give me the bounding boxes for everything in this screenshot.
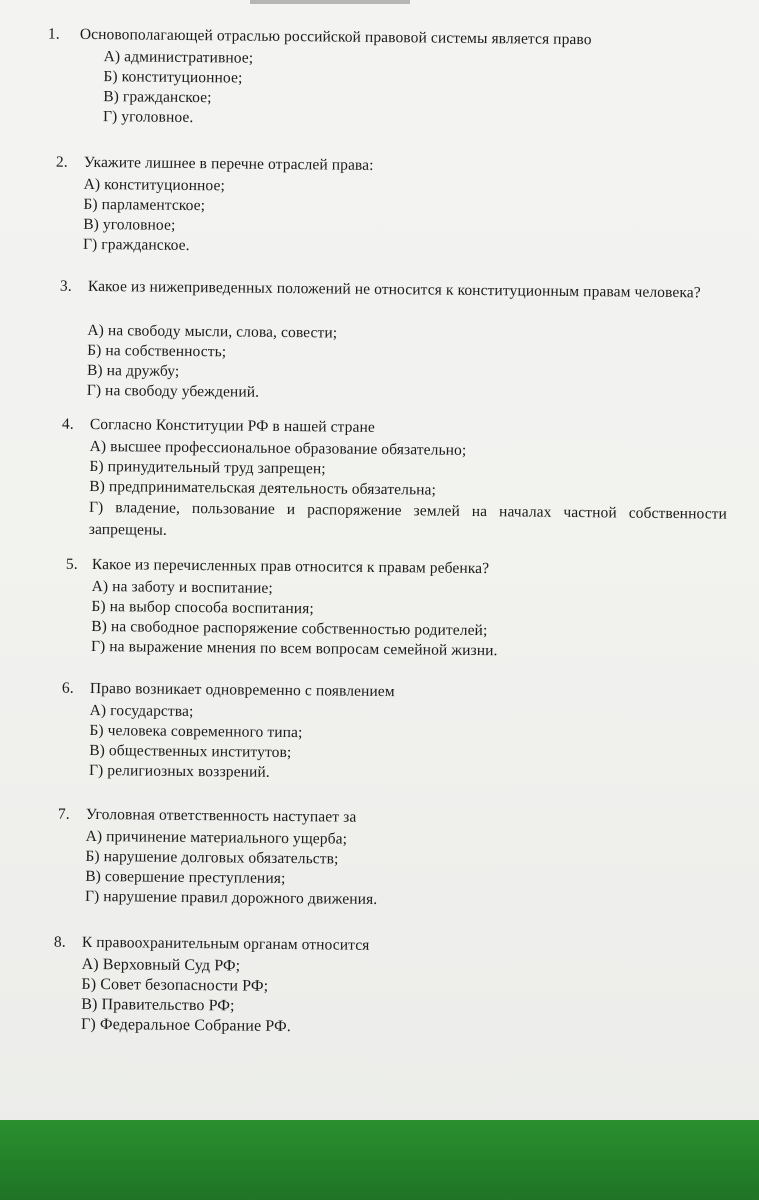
option-b: Б) на собственность;: [87, 341, 227, 361]
question-number: 3.: [59, 277, 72, 295]
option-c: В) предпринимательская деятельность обязательна;: [89, 477, 437, 499]
question-text: Уголовная ответственность наступает за: [85, 805, 357, 826]
question-4: [0, 414, 759, 548]
question-text: К правоохранительным органам относится: [81, 933, 370, 954]
option-b: Б) нарушение долговых обязательств;: [85, 847, 339, 868]
question-text: Согласно Конституции РФ в нашей стране: [89, 415, 375, 436]
option-b: Б) парламентское;: [83, 195, 206, 215]
question-number: 8.: [53, 933, 66, 951]
option-a: А) Верховный Суд РФ;: [81, 955, 241, 975]
option-d: Г) Федеральное Собрание РФ.: [80, 1015, 291, 1036]
option-c: В) на свободное распоряжение собственностью родителей;: [91, 617, 488, 640]
option-b: Б) конституционное;: [103, 68, 243, 87]
option-c: В) Правительство РФ;: [81, 995, 235, 1015]
question-number: 7.: [57, 805, 70, 823]
option-d: Г) на свободу убеждений.: [86, 381, 260, 401]
option-c: В) совершение преступления;: [85, 867, 286, 887]
option-d: Г) владение, пользование и распоряжение землей на началах частной собственности запрещены.: [88, 498, 728, 539]
question-text: Какое из перечисленных прав относится к правам ребенка?: [91, 555, 490, 578]
option-a: А) на заботу и воспитание;: [91, 577, 273, 597]
option-d: Г) гражданское.: [82, 235, 190, 254]
option-d: Г) на выражение мнения по всем вопросам семейной жизни.: [90, 637, 498, 660]
option-b: Б) Совет безопасности РФ;: [81, 975, 269, 995]
option-a: А) на свободу мысли, слова, совести;: [87, 321, 338, 342]
option-a: А) высшее профессиональное образование обязательно;: [89, 437, 467, 459]
question-7: [0, 804, 759, 914]
option-b: Б) человека современного типа;: [89, 721, 303, 742]
option-c: В) общественных институтов;: [89, 741, 292, 762]
question-text: Какое из нижеприведенных положений не относится к конституционным правам человека?: [87, 277, 701, 302]
question-text: Укажите лишнее в перечне отраслей права:: [83, 153, 374, 174]
question-number: 4.: [61, 415, 74, 433]
option-c: В) гражданское;: [103, 88, 212, 107]
option-a: А) причинение материального ущерба;: [85, 827, 348, 848]
option-a: А) административное;: [103, 48, 254, 67]
question-2: [0, 152, 759, 262]
question-6: [0, 678, 759, 788]
cut-title-edge: [250, 0, 410, 4]
question-number: 6.: [61, 679, 74, 697]
option-a: А) государства;: [89, 701, 194, 721]
question-number: 1.: [47, 25, 60, 43]
question-text: Основополагающей отраслью российской правовой системы является право: [79, 25, 592, 49]
option-d: Г) религиозных воззрений.: [88, 761, 270, 781]
option-c: В) уголовное;: [83, 215, 176, 234]
option-d: Г) уголовное.: [102, 108, 194, 127]
green-tablecloth: [0, 1120, 759, 1200]
question-8: [0, 932, 759, 1042]
question-5: [0, 554, 759, 664]
option-d: Г) нарушение правил дорожного движения.: [84, 887, 378, 908]
option-a: А) конституционное;: [83, 175, 225, 195]
question-number: 2.: [55, 153, 68, 171]
question-number: 5.: [65, 555, 78, 573]
option-b: Б) принудительный труд запрещен;: [89, 457, 326, 478]
question-text: Право возникает одновременно с появлением: [89, 679, 395, 701]
option-b: Б) на выбор способа воспитания;: [91, 597, 314, 618]
question-1: [0, 24, 759, 134]
question-3: [0, 276, 759, 408]
option-c: В) на дружбу;: [86, 361, 180, 380]
